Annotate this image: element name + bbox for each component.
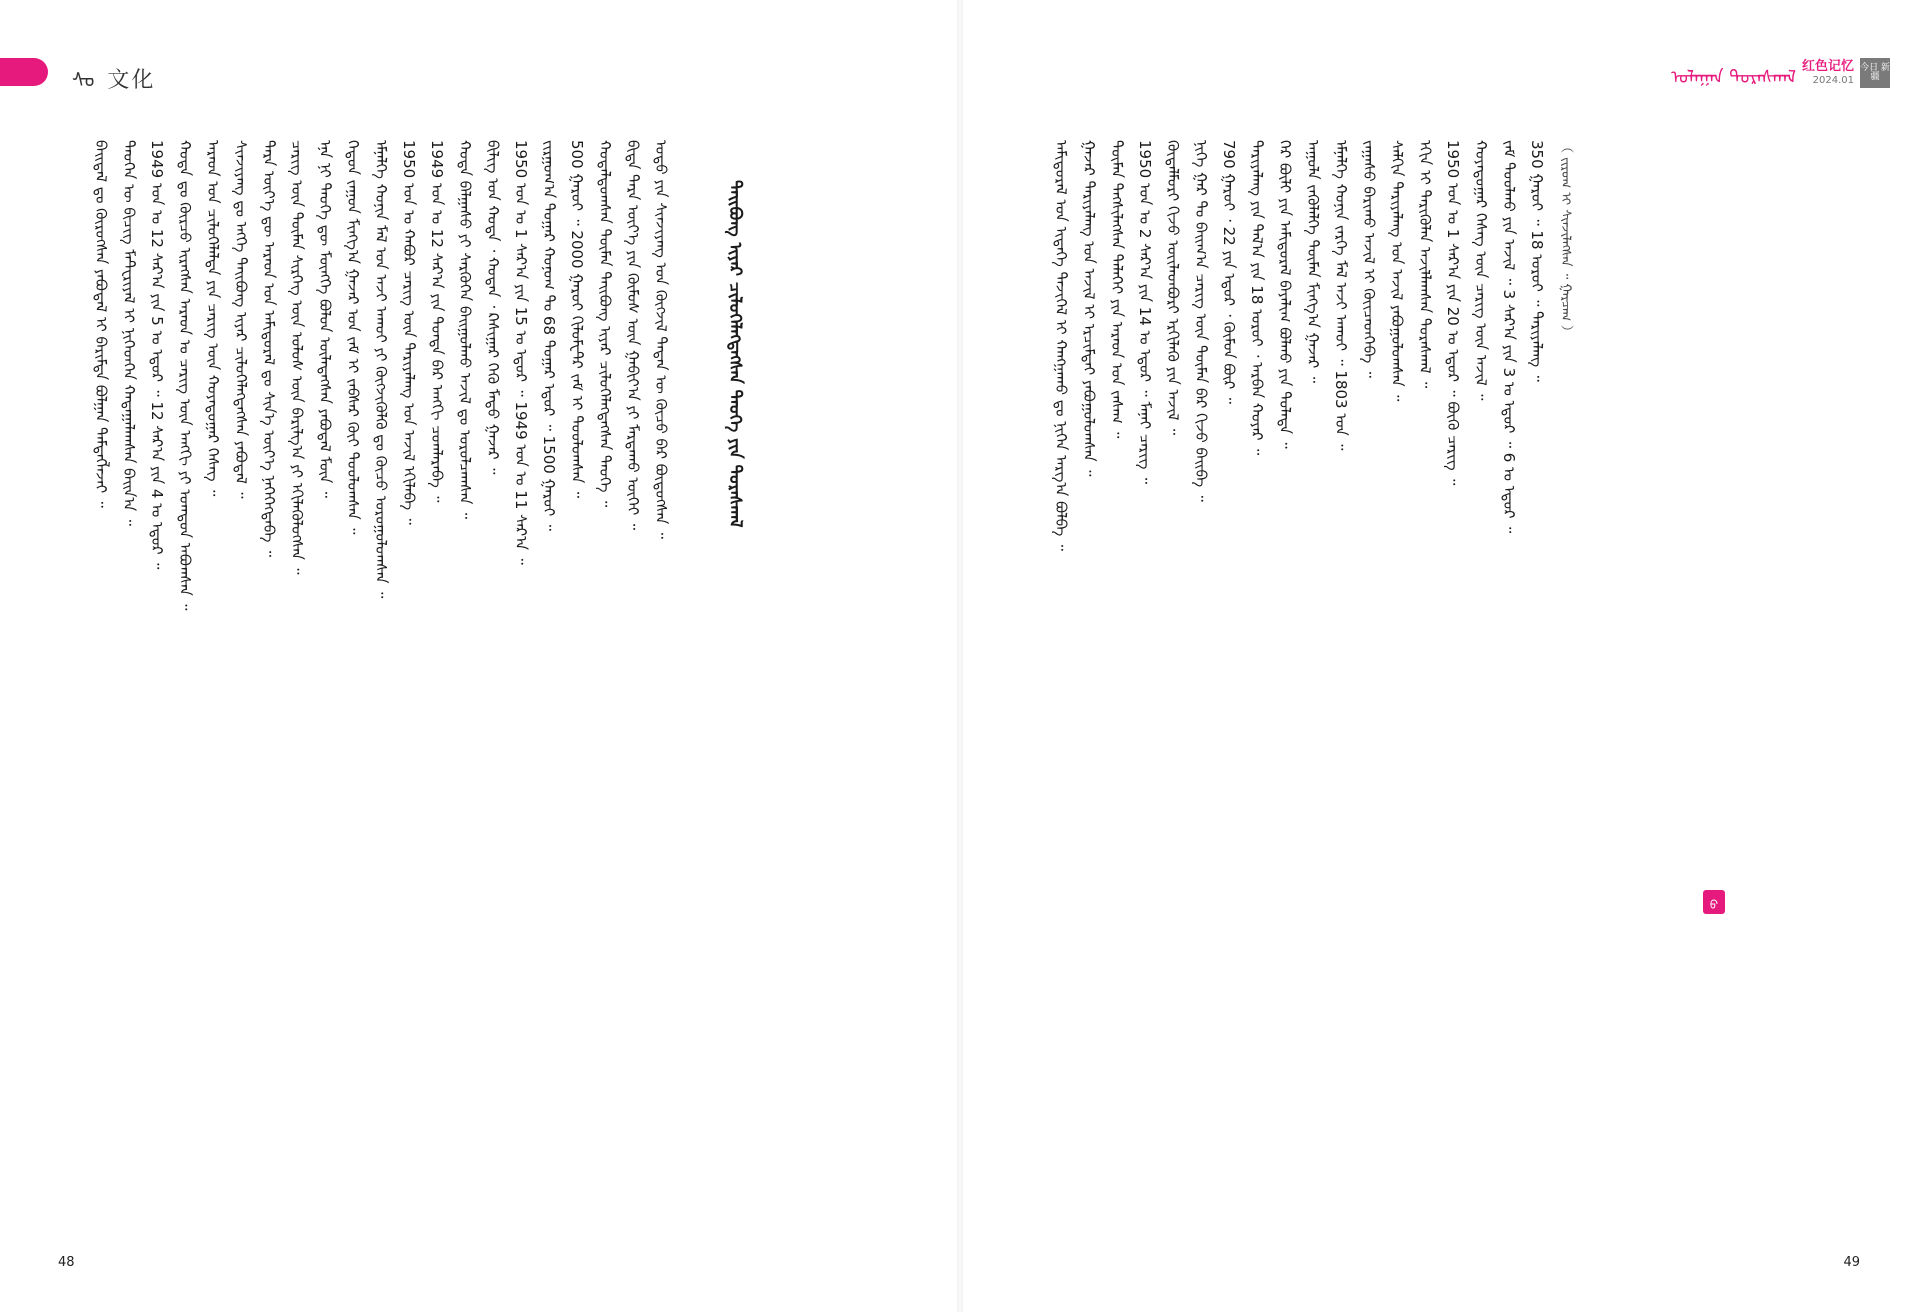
right-page-text-column: ᠬᠣᠶᠠᠳᠤᠭᠠᠷ ᠬᠡᠰᠡᠭ ᠦᠨ ᠴᠡᠷᠢᠭ ᠦᠨ ᠠᠵᠢᠯ ᠃	[1472, 140, 1490, 401]
brand-text-block	[1802, 60, 1854, 86]
right-page-text-column: 1950 ᠣᠨ ᠤ 1 ᠰᠠᠷ᠎ᠠ ᠶᠢᠨ 20 ᠤ ᠡᠳᠦᠷ ᠃ ᠪᠦᠬᠦ ᠴᠡᠷᠢᠭ ᠃	[1444, 140, 1462, 486]
right-page-text-column: 350 ᠭᠠᠷᠤᠢ ᠃ 18 ᠤᠷᠤᠢ ᠃ ᠲᠠᠷᠢᠶᠠᠯᠠᠩ ᠃	[1528, 140, 1546, 382]
left-page-text-column: 500 ᠭᠠᠷᠤᠢ ᠃ 2000 ᠭᠠᠷᠤᠢ ᠬᠢᠯᠣᠮᠧᠲ᠋ᠷ ᠵᠠᠮ ᠢ ᠲᠤᠤᠯᠤᠭᠰᠠᠨ ᠃	[568, 140, 586, 498]
left-page-text-column: ᠪᠢᠳᠡ ᠲᠡᠷᠡ ᠦᠶ᠎ᠡ ᠶᠢᠨ ᠬᠦᠮᠦᠰ ᠦᠨ ᠭᠠᠪᠢᠶ᠎ᠠ ᠶᠢ ᠮᠠᠷᠲᠠᠬᠤ ᠦᠭᠡᠢ ᠃	[624, 140, 642, 530]
brand-mongolian-logo: ᠤᠯᠠᠭᠠᠨ ᠳᠤᠷᠠᠰᠬᠠᠯ	[1671, 66, 1796, 88]
left-page-text-column: ᠣᠳᠣ ᠶᠢᠨ ᠰᠢᠨᠵᠢᠶᠠᠩ ᠤᠨ ᠬᠥᠭᠵᠢᠯ ᠲᠡᠳᠡᠨ ᠦ ᠬᠦᠴᠦ ᠪᠡᠷ ᠪᠦᠲᠦᠭᠰᠡᠨ ᠃	[652, 140, 670, 539]
right-page-text-column: ᠭᠠᠵᠠᠷ ᠲᠠᠷᠢᠶᠠᠯᠠᠩ ᠤᠨ ᠠᠵᠢᠯ ᠢ ᠡᠷᠴᠢᠮᠲᠡᠢ ᠶᠠᠪᠤᠭᠤᠯᠤᠭᠰᠠᠨ ᠃	[1080, 140, 1098, 477]
page-number-left: 48	[58, 1255, 75, 1270]
magazine-brand	[1671, 56, 1890, 90]
right-page-text-column: ᠲᠠᠷᠢᠶᠠᠯᠠᠩ ᠶᠢᠨ ᠲᠠᠯ᠎ᠠ ᠶᠢᠨ 18 ᠤᠷᠤᠢ ᠂ ᠠᠷᠪᠠᠨ ᠬᠣᠶᠠᠷ ᠃	[1248, 140, 1266, 456]
left-page-text-column: ᠬᠣᠲᠠ ᠳᠤ ᠬᠦᠷᠴᠦ ᠢᠷᠡᠭᠰᠡᠨ ᠠᠷᠠᠳ ᠤ ᠴᠡᠷᠢᠭ ᠦᠨ ᠠᠩᠭᠢ ᠶᠢ ᠤᠭᠳᠤᠨ ᠠᠪᠤᠭᠰᠠᠨ ᠃	[176, 140, 194, 611]
article-heading: ᠲᠠᠢᠪᠤᠩ ᠢᠶᠠᠷ ᠴᠢᠯᠥᠭᠡᠯᠡᠭᠳᠡᠭᠰᠡᠨ ᠲᠡᠦᠬᠡ ᠶᠢᠨ ᠳᠤᠷᠠᠰᠬᠠᠯ	[725, 180, 745, 528]
left-page-text-column: ᠴᠡᠷᠢᠭ ᠦᠨ ᠲᠦᠮᠡᠨ ᠰᠢᠷᠬᠡᠭ ᠦᠨ ᠤᠯᠤᠰ ᠦᠨ ᠪᠠᠷᠢᠯᠭ᠎ᠠ ᠶᠢ ᠡᠬᠢᠯᠡᠭᠦᠯᠦᠭᠰᠡᠨ ᠃	[288, 140, 306, 575]
column-spacer	[678, 140, 718, 1240]
left-page-text-column: ᠵᠢᠷᠭᠤᠭ᠎ᠠ ᠳᠤᠭᠠᠷ ᠬᠣᠨᠤᠭ ᠲᠤ 68 ᠳᠤᠭᠠᠷ ᠡᠳᠦᠷ ᠃ 1500 ᠭᠠᠷᠤᠢ ᠃	[540, 140, 558, 531]
right-page-text-column: ᠰᠠᠯᠬᠢᠨ ᠲᠠᠷᠢᠶᠠᠯᠠᠩ ᠤᠨ ᠠᠵᠢᠯ ᠶᠠᠪᠤᠭᠤᠯᠤᠭᠰᠠᠨ ᠃	[1388, 140, 1406, 402]
today-xinjiang-logo: 今日 新疆	[1860, 58, 1890, 88]
right-page-text-column: ᠵᠠᠮ ᠲᠤᠤᠯᠬᠤ ᠶᠢᠨ ᠠᠵᠢᠯ ᠃ 3 ᠰᠠᠷ᠎ᠠ ᠶᠢᠨ 3 ᠤ ᠡᠳᠦᠷ ᠃ 6 ᠤ ᠡᠳᠦᠷ ᠃	[1500, 140, 1518, 534]
left-page-text-column: ᠪᠠᠢᠳᠠᠯ ᠳᠤ ᠬᠦᠷᠦᠭᠰᠡᠨ ᠶᠠᠪᠤᠳᠠᠯ ᠢ ᠪᠠᠷᠢᠮᠲᠠ ᠪᠣᠯᠭᠠᠨ ᠲᠡᠮᠳᠡᠭᠯᠡᠵᠡᠢ ᠃	[92, 140, 110, 508]
article-title-marker: ᠪ	[1703, 890, 1725, 914]
left-page-text-column: ᠠᠷᠠᠳ ᠤᠨ ᠴᠢᠯᠥᠭᠡᠯᠡᠯᠳᠡ ᠶᠢᠨ ᠴᠡᠷᠢᠭ ᠦᠨ ᠬᠣᠶᠠᠳᠤᠭᠠᠷ ᠬᠡᠰᠡᠭ ᠃	[204, 140, 222, 497]
left-page-text-column: ᠬᠤᠳᠠᠯᠳᠤᠭᠰᠠᠨ ᠲᠦᠮᠡᠨ ᠲᠠᠢᠪᠤᠩ ᠢᠶᠠᠷ ᠴᠢᠯᠥᠭᠡᠯᠡᠭᠳᠡᠭᠰᠡᠨ ᠲᠡᠦᠬᠡ ᠃	[596, 140, 614, 508]
section-label	[72, 58, 155, 94]
right-page-text-column: ᠡᠬᠢᠨ ᠢ ᠲᠡᠷᠢᠭᠦᠯᠡᠨ ᠠᠵᠢᠯᠯᠠᠭᠰᠠᠨ ᠳᠤᠷᠠᠰᠬᠠᠯ ᠃	[1416, 140, 1434, 389]
right-page-text-column: ᠬᠥᠳᠡᠯᠮᠦᠷᠢ ᠬᠢᠵᠦ ᠦᠢᠯᠡᠳᠪᠦᠷᠢ ᠡᠷᠬᠢᠯᠡᠬᠦ ᠶᠢᠨ ᠠᠵᠢᠯ ᠃	[1164, 140, 1182, 436]
left-page-text-column: ᠪᠢᠯᠢᠭ ᠤᠨ ᠬᠣᠲᠠ ᠂ ᠬᠣᠲᠠᠨ ᠂ ᠺᠠᠰᠢᠭᠠᠷ ᠭᠡᠬᠦ ᠮᠡᠲᠦ ᠭᠠᠵᠠᠷ ᠃	[484, 140, 502, 475]
right-page-text-column: ᠠᠮᠢᠳᠤᠷᠠᠯ ᠤᠨ ᠢᠳᠡᠭᠡ ᠲᠡᠵᠢᠭᠡᠯ ᠢ ᠬᠠᠩᠭᠠᠬᠤ ᠳᠤ ᠨᠢᠭᠡᠨ ᠠᠷᠭ᠎ᠠ ᠪᠣᠯᠪᠠ ᠃	[1052, 140, 1070, 551]
left-page-text-column: 1950 ᠣᠨ ᠤ ᠬᠠᠪᠤᠷ ᠴᠡᠷᠢᠭ ᠦᠨ ᠲᠠᠷᠢᠶᠠᠯᠠᠩ ᠤᠨ ᠠᠵᠢᠯ ᠡᠬᠢᠯᠡᠪᠡ ᠃	[400, 140, 418, 525]
left-page-text-column: ᠲᠡᠷᠡ ᠦᠶ᠎ᠡ ᠳᠦ ᠠᠷᠠᠳ ᠤᠨ ᠠᠮᠢᠳᠤᠷᠠᠯ ᠳᠤ ᠰᠢᠨ᠎ᠡ ᠦᠶ᠎ᠡ ᠨᠡᠭᠡᠭᠡᠭᠳᠡᠪᠡ ᠃	[260, 140, 278, 557]
section-label-text: 文化	[107, 68, 156, 93]
photo-caption: （ ᠵᠢᠷᠤᠭ ᠢ ᠰᠢᠨᠵᠢᠯᠡᠭᠰᠡᠨ ᠃ ᠭᠠᠷᠴᠠᠭ ）	[1558, 140, 1573, 339]
left-page-text-column: ᠬᠡᠳᠦᠨ ᠵᠠᠭᠤᠨ ᠮᠢᠩᠭ᠎ᠠ ᠭᠠᠵᠠᠷ ᠤᠨ ᠵᠠᠮ ᠢ ᠵᠠᠪᠰᠠᠷ ᠭᠦᠢ ᠲᠤᠤᠯᠤᠭᠰᠠᠨ ᠃	[344, 140, 362, 535]
right-page-text-column: ᠲᠦᠮᠡᠨ ᠲᠡᠭᠰᠢᠯᠡᠭᠰᠡᠨ ᠳᠡᠯᠡᠭᠡᠢ ᠶᠢᠨ ᠠᠷᠠᠳ ᠤᠨ ᠵᠠᠰᠠᠭ ᠃	[1108, 140, 1126, 439]
left-page-text-column: ᠡᠨᠡ ᠨᠢ ᠲᠡᠦᠬᠡ ᠳᠦ ᠮᠥᠩᠬᠡ ᠪᠣᠯᠤᠨ ᠦᠯᠡᠳᠡᠭᠰᠡᠨ ᠶᠠᠪᠤᠳᠠᠯ ᠮᠥᠨ ᠃	[316, 140, 334, 498]
left-page-text-column: ᠲᠡᠦᠬᠡᠨ ᠦ ᠪᠢᠴᠢᠭ ᠮᠠᠲᠸᠷᠢᠶᠠᠯ ᠢ ᠨᠢᠭᠡᠳᠬᠡᠨ ᠬᠠᠳᠠᠭᠠᠯᠠᠭᠰᠠᠨ ᠪᠠᠢᠨ᠎ᠠ ᠃	[120, 140, 138, 526]
right-page-text-column: ᠨᠢᠭᠡ ᠭᠠᠷ ᠲᠤ ᠪᠠᠢᠭ᠎ᠠ ᠴᠡᠷᠢᠭ ᠦᠨ ᠲᠦᠮᠡᠨ ᠪᠡᠷ ᠬᠢᠵᠦ ᠪᠠᠢᠪᠠ ᠃	[1192, 140, 1210, 502]
left-page-text-column: ᠡᠮᠨᠡᠯᠭᠡ ᠬᠣᠨᠢᠨ ᠮᠠᠯ ᠤᠨ ᠠᠵᠢ ᠠᠬᠤᠢ ᠶᠢ ᠬᠥᠭᠵᠢᠭᠦᠯᠬᠦ ᠳᠤ ᠬᠦᠴᠦ ᠣᠷᠣᠭᠤᠯᠤᠭᠰᠠᠨ ᠃	[372, 140, 390, 599]
left-page-body	[90, 140, 920, 1240]
right-page-text-column: ᠠᠭᠤᠯᠠ ᠵᠡᠭᠦᠯᠡᠯᠭᠡ ᠲᠦᠮᠡᠨ ᠮᠢᠩᠭ᠎ᠠ ᠭᠠᠵᠠᠷ ᠃	[1304, 140, 1322, 383]
brand-red-memory: 红色记忆	[1801, 59, 1854, 74]
right-page-text-column: 790 ᠭᠠᠷᠤᠢ ᠂ 22 ᠶᠢᠨ ᠡᠳᠦᠷ ᠂ ᠬᠦᠮᠦᠨ ᠪᠦᠷ ᠃	[1220, 140, 1238, 404]
left-page-text-column: 1949 ᠣᠨ ᠤ 12 ᠰᠠᠷ᠎ᠠ ᠶᠢᠨ ᠳᠤᠨᠳᠠ ᠪᠡᠷ ᠠᠩᠭᠢ ᠴᠤᠭᠯᠠᠷᠠᠪᠠ ᠃	[428, 140, 446, 503]
left-page-text-column: ᠰᠢᠨᠵᠢᠶᠠᠩ ᠳᠤ ᠡᠩᠬᠡ ᠲᠠᠢᠪᠤᠩ ᠢᠶᠠᠷ ᠴᠢᠯᠥᠭᠡᠯᠡᠭᠳᠡᠭᠰᠡᠨ ᠶᠠᠪᠤᠳᠠᠯ ᠃	[232, 140, 250, 499]
right-page-text-column: ᠡᠮᠨᠡᠯᠭᠡ ᠬᠣᠨᠢᠨ ᠵᠡᠷᠭᠡ ᠮᠠᠯ ᠠᠵᠢ ᠠᠬᠤᠢ ᠃ 1803 ᠣᠨ ᠃	[1332, 140, 1350, 451]
section-label-mongolian: ᠰᠣ	[72, 68, 95, 92]
right-page-text-column: ᠵᠠᠭᠠᠰᠤ ᠪᠠᠷᠢᠬᠤ ᠠᠵᠢᠯ ᠢ ᠭᠦᠢᠴᠡᠳᠭᠡᠪᠡ ᠃	[1360, 140, 1378, 378]
right-page-body	[1050, 140, 1870, 1240]
left-page-text-column: 1949 ᠣᠨ ᠤ 12 ᠰᠠᠷ᠎ᠠ ᠶᠢᠨ 5 ᠤ ᠡᠳᠦᠷ ᠃ 12 ᠰᠠᠷ᠎ᠠ ᠶᠢᠨ 4 ᠤ ᠡᠳᠦᠷ ᠃	[148, 140, 166, 570]
section-tab-marker	[0, 58, 48, 86]
right-page-text-column: ᠭᠡᠷ ᠪᠦᠯᠢ ᠶᠢᠨ ᠠᠮᠢᠳᠤᠷᠠᠯ ᠪᠠᠶᠠᠯᠢᠭ ᠪᠣᠯᠬᠤ ᠶᠢᠨ ᠲᠤᠯᠠᠳᠠ ᠃	[1276, 140, 1294, 449]
issue-number: 2024.01	[1812, 75, 1854, 86]
page-number-right: 49	[1843, 1255, 1860, 1270]
spread-gutter	[957, 0, 963, 1312]
left-page-text-column: ᠬᠣᠲᠠ ᠪᠠᠯᠭᠠᠰᠤ ᠶᠢ ᠰᠡᠷᠭᠦᠭᠡᠨ ᠪᠠᠢᠭᠤᠯᠬᠤ ᠠᠵᠢᠯ ᠳᠤ ᠣᠷᠣᠯᠴᠠᠭᠰᠠᠨ ᠃	[456, 140, 474, 520]
left-page-text-column: 1950 ᠣᠨ ᠤ 1 ᠰᠠᠷ᠎ᠠ ᠶᠢᠨ 15 ᠤ ᠡᠳᠦᠷ ᠃ 1949 ᠣᠨ ᠤ 11 ᠰᠠᠷ᠎ᠠ ᠃	[512, 140, 530, 565]
right-page-text-column: 1950 ᠣᠨ ᠤ 2 ᠰᠠᠷ᠎ᠠ ᠶᠢᠨ 14 ᠤ ᠡᠳᠦᠷ ᠃ ᠮᠠᠨᠠᠢ ᠴᠡᠷᠢᠭ ᠃	[1136, 140, 1154, 485]
